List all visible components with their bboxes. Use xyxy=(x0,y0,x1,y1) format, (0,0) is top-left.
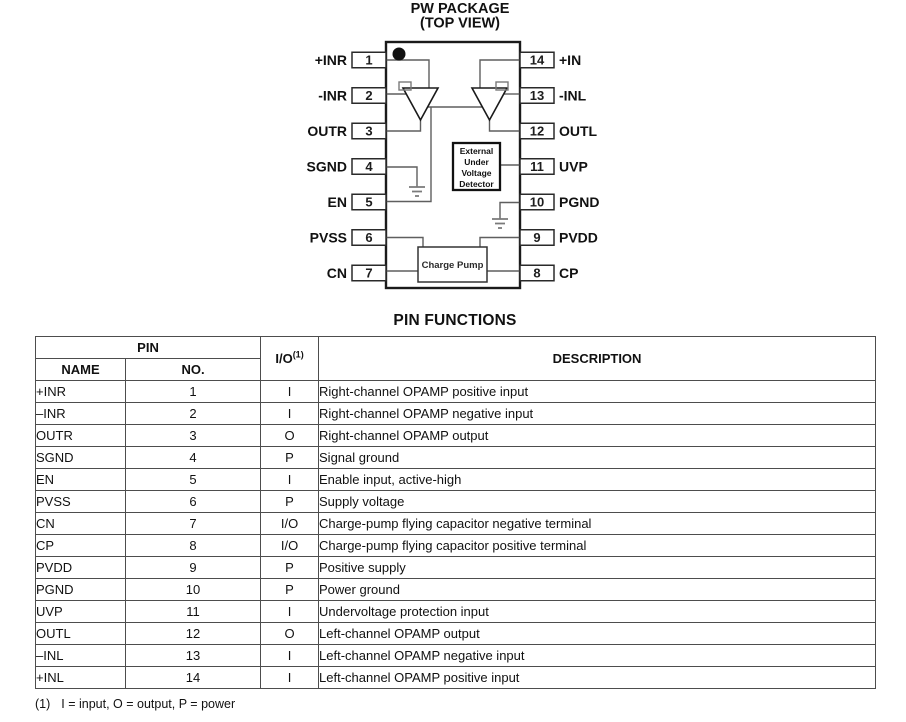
cell-no: 14 xyxy=(126,667,261,689)
table-row xyxy=(36,667,876,689)
pin-label: UVP xyxy=(559,158,588,175)
pin-number: 2 xyxy=(365,88,373,103)
pin-number: 14 xyxy=(529,52,545,68)
cell-io: P xyxy=(261,491,319,513)
cell-no: 7 xyxy=(126,513,261,535)
table-row xyxy=(36,513,876,535)
cell-name: UVP xyxy=(36,601,126,623)
header-io xyxy=(261,337,319,381)
pin-label: -INR xyxy=(318,87,347,104)
cell-no: 11 xyxy=(126,601,261,623)
cell-name: CN xyxy=(36,513,126,535)
header-no: NO. xyxy=(126,359,261,381)
header-io-label: I/O xyxy=(275,351,293,366)
cell-name: +INR xyxy=(36,381,126,403)
table-row xyxy=(36,469,876,491)
table-row xyxy=(36,623,876,645)
header-name: NAME xyxy=(36,359,126,381)
cell-name: PVDD xyxy=(36,557,126,579)
pin-number: 7 xyxy=(365,265,373,281)
cell-description: Positive supply xyxy=(319,557,876,579)
cell-description: Undervoltage protection input xyxy=(319,601,876,623)
pin-functions-table xyxy=(35,336,876,689)
pin-number: 5 xyxy=(365,194,373,210)
pin-label: SGND xyxy=(306,158,347,175)
cell-io: I xyxy=(261,403,319,425)
pin-label: EN xyxy=(327,194,347,210)
package-subtitle: (TOP VIEW) xyxy=(419,15,501,32)
cell-io: I xyxy=(261,381,319,403)
pin1-marker-dot xyxy=(393,48,406,61)
pin-label: OUTR xyxy=(307,123,347,139)
cell-io: I xyxy=(261,469,319,491)
footnote-marker: (1) xyxy=(35,697,51,711)
table-row xyxy=(36,645,876,667)
cell-no: 5 xyxy=(126,469,261,491)
cell-name: +INL xyxy=(36,667,126,689)
table-row xyxy=(36,447,876,469)
uvd-text-line: Under xyxy=(464,157,489,167)
pin-number: 9 xyxy=(533,230,541,245)
pin-number: 1 xyxy=(365,52,373,68)
table-row xyxy=(36,425,876,447)
cell-io: I/O xyxy=(261,513,319,535)
cell-no: 2 xyxy=(126,403,261,425)
cell-description: Charge-pump flying capacitor negative terminal xyxy=(319,513,876,535)
cell-no: 9 xyxy=(126,557,261,579)
uvd-text-line: External xyxy=(459,146,494,156)
header-pin-group: PIN xyxy=(36,337,261,359)
uvd-text-line: Detector xyxy=(459,179,494,189)
table-row xyxy=(36,557,876,579)
pin-number: 6 xyxy=(365,230,373,245)
footnote-text: I = input, O = output, P = power xyxy=(61,697,236,711)
pin-number: 4 xyxy=(365,159,373,174)
cell-no: 8 xyxy=(126,535,261,557)
cell-io: P xyxy=(261,579,319,601)
cell-io: I xyxy=(261,667,319,689)
cell-name: –INR xyxy=(36,403,126,425)
table-row xyxy=(36,403,876,425)
pin-label: PGND xyxy=(559,194,600,210)
cell-description: Power ground xyxy=(319,579,876,601)
pinout-diagram xyxy=(0,0,906,300)
pin-label: OUTL xyxy=(559,123,598,139)
cell-no: 3 xyxy=(126,425,261,447)
pin-table-body xyxy=(36,381,876,689)
cell-io: P xyxy=(261,557,319,579)
cell-description: Right-channel OPAMP negative input xyxy=(319,403,876,425)
table-row xyxy=(36,601,876,623)
cell-no: 4 xyxy=(126,447,261,469)
pin-number: 10 xyxy=(529,194,545,210)
table-footnote xyxy=(35,697,235,711)
table-row xyxy=(36,381,876,403)
cell-io: I xyxy=(261,601,319,623)
pin-label: PVDD xyxy=(559,229,598,246)
pin-number: 3 xyxy=(365,123,373,139)
pin-number: 12 xyxy=(529,123,545,139)
pin-number: 8 xyxy=(533,265,541,281)
pin-number: 11 xyxy=(530,159,544,174)
cell-name: OUTL xyxy=(36,623,126,645)
pin-label: CN xyxy=(326,265,347,281)
cell-description: Charge-pump flying capacitor positive terminal xyxy=(319,535,876,557)
cell-io: O xyxy=(261,425,319,447)
cell-description: Right-channel OPAMP positive input xyxy=(319,381,876,403)
charge-pump-label: Charge Pump xyxy=(421,260,484,271)
package-title: PW PACKAGE xyxy=(410,1,510,17)
table-row xyxy=(36,491,876,513)
cell-name: PVSS xyxy=(36,491,126,513)
uvd-text-line: Voltage xyxy=(461,168,492,178)
cell-io: I xyxy=(261,645,319,667)
cell-io: I/O xyxy=(261,535,319,557)
cell-io: P xyxy=(261,447,319,469)
cell-name: OUTR xyxy=(36,425,126,447)
table-row xyxy=(36,535,876,557)
cell-io: O xyxy=(261,623,319,645)
pin-label: +IN xyxy=(559,52,582,68)
header-description: DESCRIPTION xyxy=(319,337,876,381)
pin-number: 13 xyxy=(529,88,545,103)
cell-description: Left-channel OPAMP positive input xyxy=(319,667,876,689)
footnote-ref-icon: (1) xyxy=(292,349,304,360)
cell-description: Supply voltage xyxy=(319,491,876,513)
cell-no: 12 xyxy=(126,623,261,645)
cell-description: Left-channel OPAMP output xyxy=(319,623,876,645)
cell-no: 1 xyxy=(126,381,261,403)
cell-no: 13 xyxy=(126,645,261,667)
cell-no: 10 xyxy=(126,579,261,601)
pin-functions-title: PIN FUNCTIONS xyxy=(393,312,517,329)
cell-description: Right-channel OPAMP output xyxy=(319,425,876,447)
cell-name: SGND xyxy=(36,447,126,469)
table-row xyxy=(36,579,876,601)
pin-label: -INL xyxy=(559,87,587,104)
cell-name: EN xyxy=(36,469,126,491)
cell-no: 6 xyxy=(126,491,261,513)
pin-label: +INR xyxy=(314,52,347,68)
pin-table-header xyxy=(36,337,876,381)
pin-label: PVSS xyxy=(309,229,347,246)
cell-name: PGND xyxy=(36,579,126,601)
pin-label: CP xyxy=(559,265,579,281)
cell-name: CP xyxy=(36,535,126,557)
cell-name: –INL xyxy=(36,645,126,667)
cell-description: Enable input, active-high xyxy=(319,469,876,491)
cell-description: Left-channel OPAMP negative input xyxy=(319,645,876,667)
cell-description: Signal ground xyxy=(319,447,876,469)
